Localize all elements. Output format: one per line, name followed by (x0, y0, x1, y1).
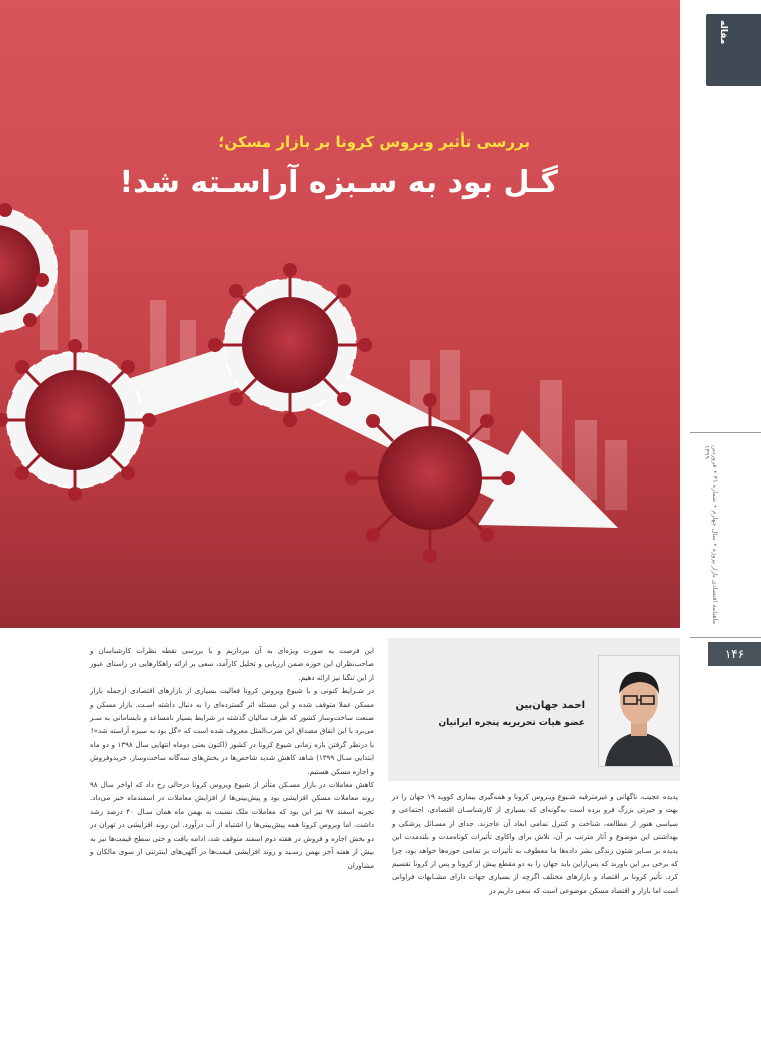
author-photo (598, 655, 680, 767)
left-paragraph-1: این فرصت به صورت ویژه‌ای به آن بپردازیم و با بررسی نقطه نظرات کارشناسان و صاحب‌نظران این حوزه ضمن ارزیابی و تحلیل کارآمد، سعی بر ارائه راهکارهایی در راستای عبور از این تنگنا نیز ارائه دهیم. (90, 646, 374, 682)
author-role: عضو هیات تحریریه پنجره ایرانیان (438, 718, 585, 728)
virus-3 (345, 393, 515, 563)
article-headline: گـل بود به سـبزه آراسـته شد! (119, 165, 558, 200)
page-number: ۱۴۶ (708, 642, 761, 666)
left-paragraph-4: کاهش معاملات در بازار مسـکن متأثر از شیوع ویروس کرونا درحالی رخ داد که اواخر سال ۹۸ روند معاملات مسکن افزایشی بود و پیش‌بینی‌ها از افزایش معاملات در اسفندماه خبر می‌داد. تجربه اسفند ۹۷ نیز این بود که معاملات ملک نسبت به بهمن ماه همان سـال ۴۰ درصد رشد داشت. اما ویروس کرونا همه پیش‌بینی‌ها را اشتباه از آب درآورد. این روند افزایشی در تهران در دو بخش اجاره و فروش در هفته دوم اسفند متوقف شد، ادامه یافت و حتی سطح قیمت‌ها نیز به بیش از هفته آخر بهمن رسـید و روند افزایشی قیمت‌ها در آگهی‌های اینترنتی از سوی مالکان و مشاوران (90, 780, 374, 870)
magazine-meta: ماهنامه اقتصادی بازار پروژه • سال چهارم • شماره ۳۱ • فروردین ۱۳۹۹ (703, 445, 719, 625)
right-text-column (392, 790, 678, 897)
gutter-divider-lower (690, 637, 761, 638)
virus-1 (0, 339, 156, 501)
section-tab (706, 14, 761, 86)
gutter-divider (690, 432, 761, 433)
right-paragraph-1: پدیده عجیب، ناگهانی و غیرمترقبه شـیوع ویـروس کرونا و همه‌گیری بیماری کووید ۱۹ جهان را در بهت و حیرتی بزرگ فرو برده است به‌گونه‌ای که بسیاری از کارشناسـان اقتصادی، اجتماعی و سیاسی هنوز از مطالعه، شناخت و کنترل تمامی ابعاد آن عاجزند. جدای از مسـائل پزشکی و بهداشتی این موضوع و آثار مترتب بر آن، تلاش برای واکاوی تأثیرات کوتاه‌مدت و بلندمدت این پدیده بر سـایر شئون زندگی بشر داده‌ها ما معطوف به تأثیرات بر تمامی حوزه‌ها خواهد بود، چرا که برخی بـر این باورند که پس‌ازاین باید جهان را به دو مقطع پیش از کرونا و پس از کرونا تقسیم کرد. تأثیر کرونا بر اقتصاد و بازارهای مختلف اگرچه از بسیاری جهات دارای مشـابهات فراوانی است اما بازار و اقتصاد مسکن موضوعی است که سعی داریم در (392, 792, 678, 895)
section-tab-label: مقاله (718, 20, 728, 45)
page-gutter (680, 0, 761, 1045)
virus-2 (208, 263, 372, 427)
author-name: احمد جهان‌بین (515, 700, 585, 711)
left-paragraph-2: در شـرایط کنونی و با شیوع ویروس کرونا فعالیت بسیاری از بازارهای اقتصادی ازجمله بازار مسکن عملا متوقف شده و این مسئله اثر گسترده‌ای را به دنبال داشته اسـت. بازار مسکن و صنعت ساخت‌وساز کشور که طرف سالیان گذشته در شرایط بسیار نامساعد و نابسامانی به سـر می‌برد با این اتفاق مصداق این ضرب‌المثل معروف شده است که «گل بود به سبزه آراسته شد»! (90, 686, 374, 736)
left-text-column (90, 644, 374, 872)
left-paragraph-3: با درنظر گرفتن بازه زمانی شیوع کرونا در کشور (اکنون یعنی دوماه انتهایی سال ۱۳۹۸ و دو ماه ابتدایی سـال ۱۳۹۹) شاهد کاهش شدید شاخص‌ها در بخش‌های سه‌گانه ساخت‌وساز، خرید‌وفروش و اجاره مسکن هستیم. (90, 739, 374, 776)
article-kicker: بررسی تأثیر ویروس کرونا بر بازار مسکن؛ (218, 133, 530, 151)
author-portrait (599, 656, 679, 766)
